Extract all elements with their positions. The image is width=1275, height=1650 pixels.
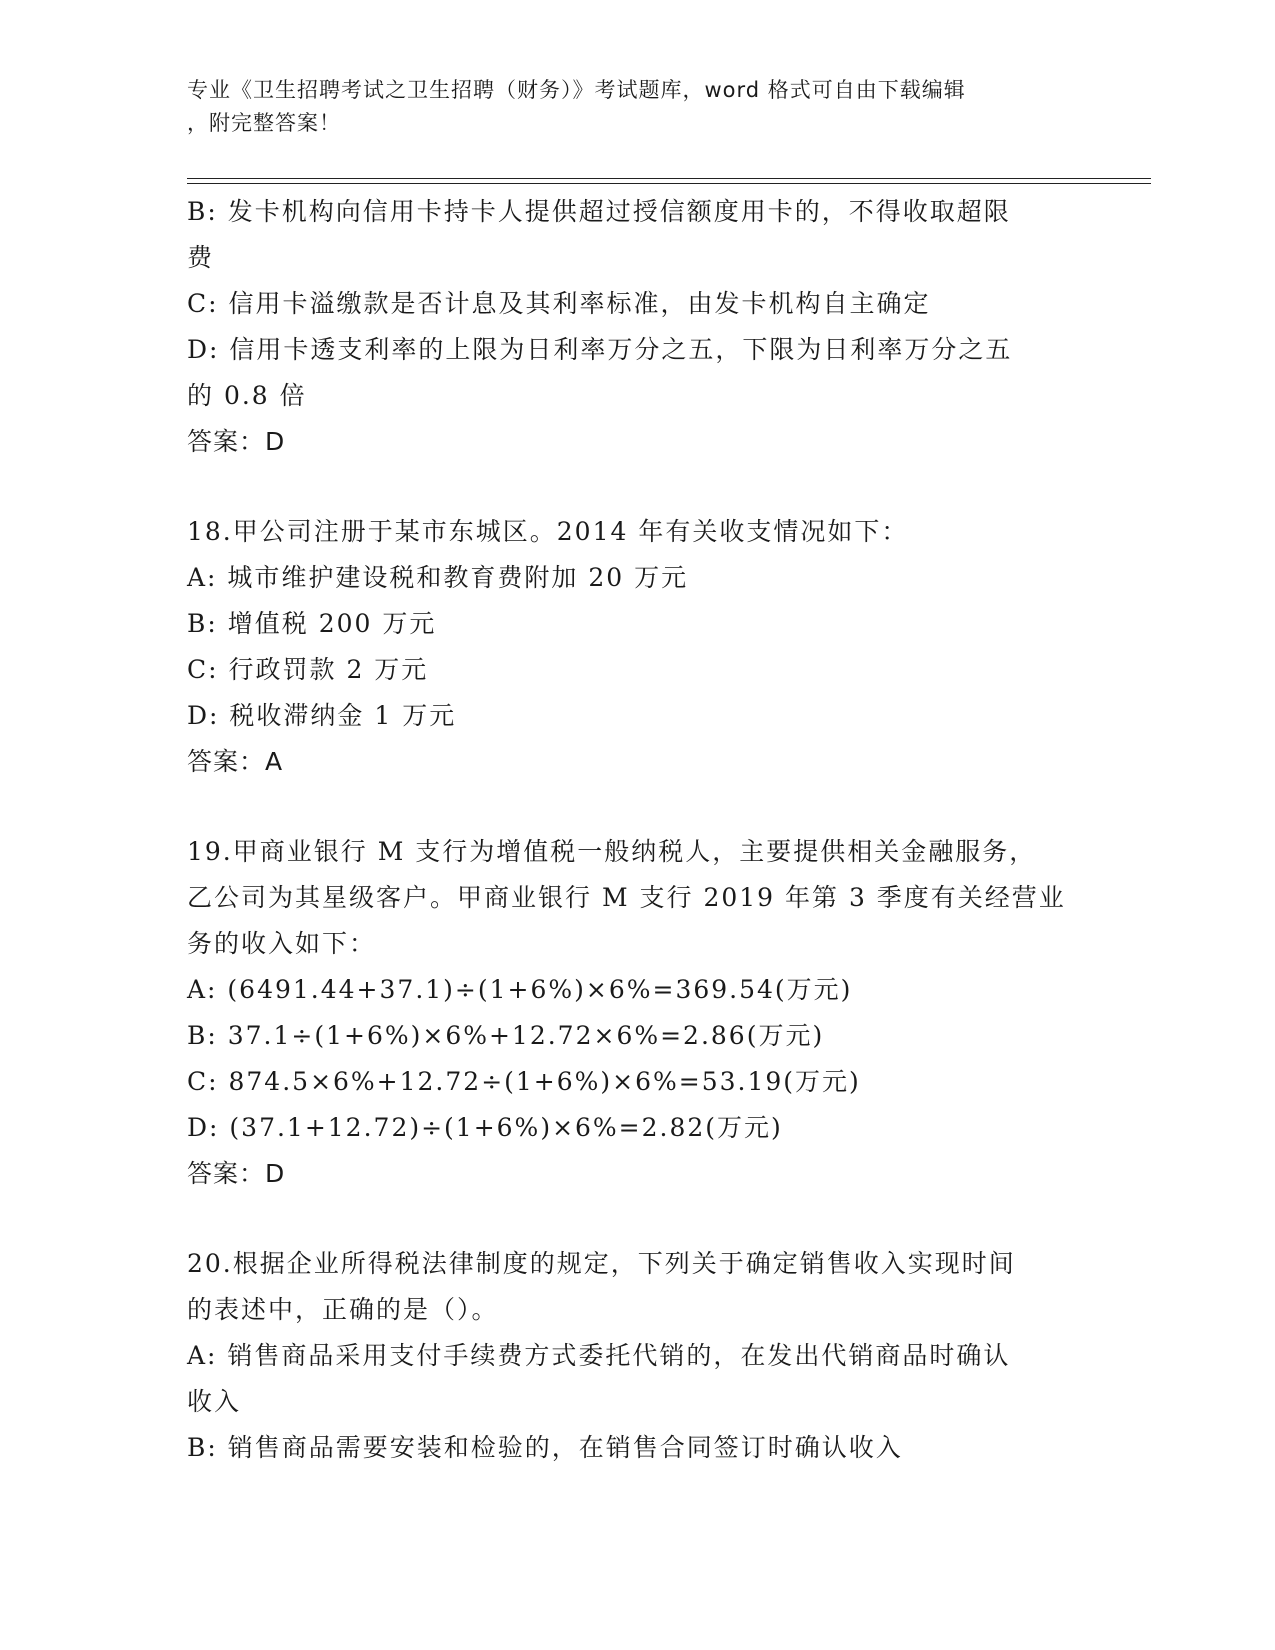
header-line-1: 专业《卫生招聘考试之卫生招聘（财务）》考试题库，word 格式可自由下载编辑 [187, 78, 966, 102]
question-20 [187, 1241, 1087, 1471]
option-a: A: 城市维护建设税和教育费附加 20 万元 [187, 563, 689, 592]
option-c: C: 874.5×6%+12.72÷(1+6%)×6%=53.19(万元) [187, 1067, 861, 1096]
answer: 答案：A [187, 747, 284, 776]
question-stem: 18.甲公司注册于某市东城区。2014 年有关收支情况如下： [187, 517, 909, 546]
header-line-2: ，附完整答案！ [187, 111, 341, 135]
question-stem-line-1: 19.甲商业银行 M 支行为增值税一般纳税人，主要提供相关金融服务， [187, 837, 1037, 866]
question-stem-line-2: 乙公司为其星级客户。甲商业银行 M 支行 2019 年第 3 季度有关经营业 [187, 883, 1066, 912]
question-stem-line-3: 务的收入如下： [187, 929, 377, 958]
option-c: C: 信用卡溢缴款是否计息及其利率标准，由发卡机构自主确定 [187, 289, 931, 318]
option-a: A: (6491.44+37.1)÷(1+6%)×6%=369.54(万元) [187, 975, 853, 1004]
answer: 答案：D [187, 427, 286, 456]
question-19 [187, 829, 1087, 1197]
option-b-line-1: B: 发卡机构向信用卡持卡人提供超过授信额度用卡的，不得收取超限 [187, 197, 1011, 226]
document-body [187, 189, 1087, 1471]
option-b-line-2: 费 [187, 243, 215, 272]
option-d-line-2: 的 0.8 倍 [187, 381, 307, 410]
option-b: B: 37.1÷(1+6%)×6%+12.72×6%=2.86(万元) [187, 1021, 825, 1050]
document-header [187, 74, 1067, 140]
option-a-line-1: A: 销售商品采用支付手续费方式委托代销的，在发出代销商品时确认 [187, 1341, 1011, 1370]
option-d: D: (37.1+12.72)÷(1+6%)×6%=2.82(万元) [187, 1113, 783, 1142]
option-a-line-2: 收入 [187, 1387, 242, 1416]
answer: 答案：D [187, 1159, 286, 1188]
question-stem-line-1: 20.根据企业所得税法律制度的规定，下列关于确定销售收入实现时间 [187, 1249, 1016, 1278]
question-stem-line-2: 的表述中，正确的是（）。 [187, 1295, 499, 1324]
question-18 [187, 509, 1087, 785]
header-divider-bottom [187, 183, 1151, 184]
option-b: B: 销售商品需要安装和检验的，在销售合同签订时确认收入 [187, 1433, 903, 1462]
option-b: B: 增值税 200 万元 [187, 609, 437, 638]
spacer [187, 465, 1087, 509]
option-c: C: 行政罚款 2 万元 [187, 655, 429, 684]
spacer [187, 785, 1087, 829]
option-d: D: 税收滞纳金 1 万元 [187, 701, 457, 730]
question-17 [187, 189, 1087, 465]
option-d-line-1: D: 信用卡透支利率的上限为日利率万分之五，下限为日利率万分之五 [187, 335, 1013, 364]
spacer [187, 1197, 1087, 1241]
header-divider-top [187, 178, 1151, 179]
